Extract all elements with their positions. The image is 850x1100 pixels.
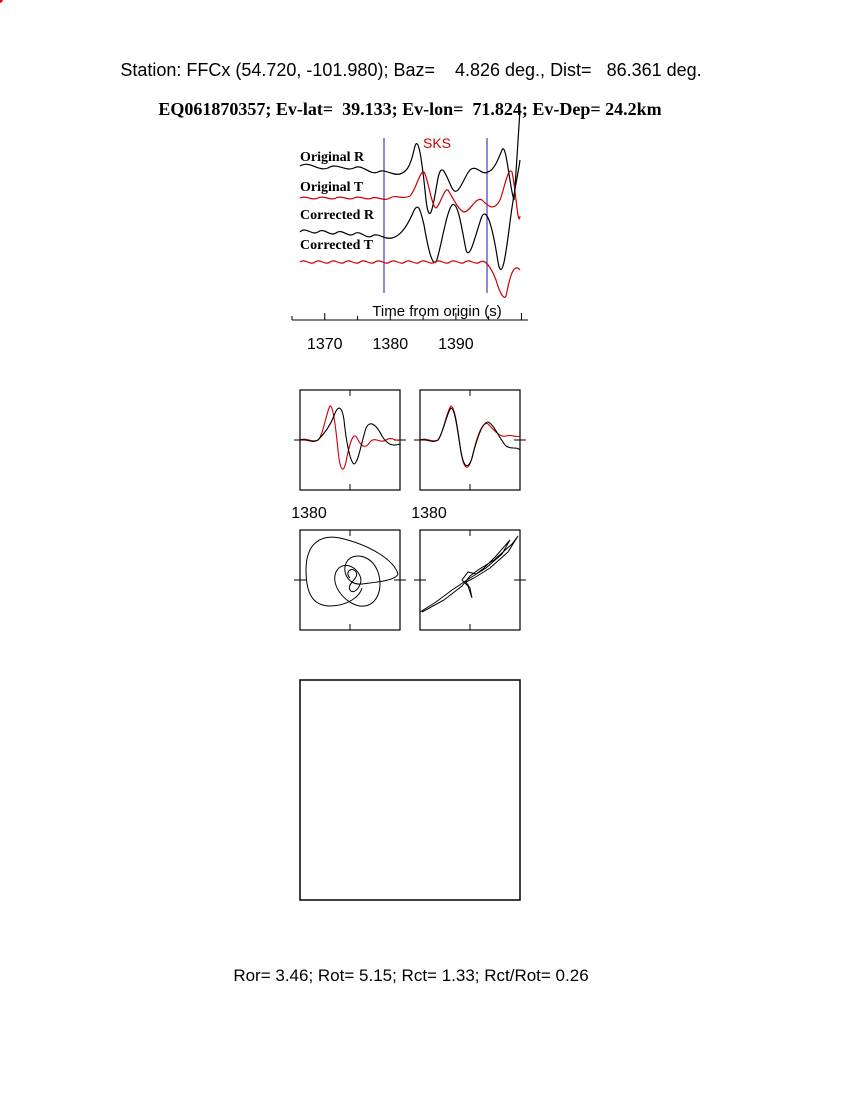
event-header: EQ061870357; Ev-lat= 39.133; Ev-lon= 71.824; Ev-Dep= 24.2km (158, 99, 662, 119)
overlay-corrected-slow (420, 406, 520, 467)
particle-panel-original (300, 530, 400, 630)
trace-label-corrected-t: Corrected T (300, 238, 373, 253)
grid-search-frame (300, 680, 520, 900)
particle-motion-original (306, 537, 398, 606)
phase-label: SKS (422, 135, 452, 151)
waveform-panel-corrected (420, 390, 520, 490)
trace-label-corrected-r: Corrected R (300, 208, 374, 223)
best-fit-marker (0, 0, 3, 3)
overlay-original-slow (300, 406, 400, 469)
ratio-footer: Ror= 3.46; Rot= 5.15; Rct= 1.33; Rct/Rot= 0.26 (233, 966, 589, 985)
waveform-overlay-panels (291, 390, 526, 522)
station-header: Station: FFCx (54.720, -101.980); Baz= 4.826 deg., Dist= 86.361 deg. (120, 60, 702, 80)
overlay-start-label-original: 1380 (291, 505, 327, 522)
particle-motion-panels (294, 530, 526, 630)
overlay-corrected-fast (420, 408, 520, 466)
trace-label-original-r: Original R (300, 150, 365, 165)
particle-motion-corrected (420, 536, 518, 612)
seismogram-panel (292, 110, 528, 353)
overlay-original-fast (300, 408, 400, 464)
time-axis-tick-label: 1380 (372, 336, 409, 353)
time-axis-tick-label: 1390 (438, 336, 474, 353)
trace-label-original-t: Original T (300, 180, 364, 195)
time-axis-label: Time from origin (s) (372, 303, 502, 320)
overlay-start-label-corrected: 1380 (411, 505, 447, 522)
time-axis-tick-label: 1370 (306, 336, 343, 353)
